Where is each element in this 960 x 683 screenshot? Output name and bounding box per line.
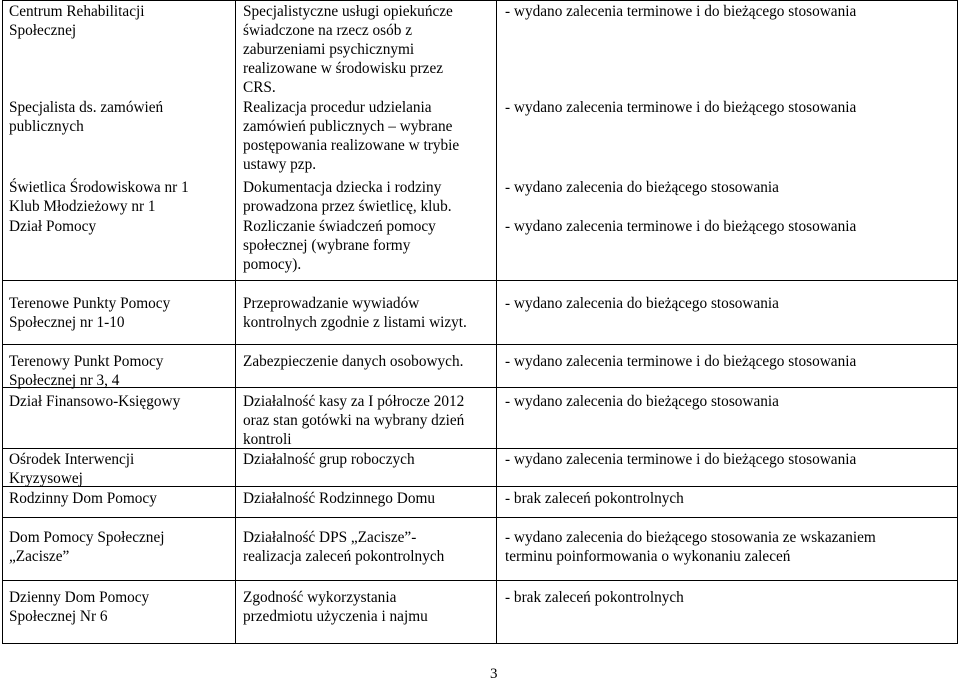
result-cell: - wydano zalecenia terminowe i do bieżącego stosowania	[505, 3, 857, 20]
unit-cell: Specjalista ds. zamówień publicznych	[9, 99, 164, 135]
row-divider	[2, 643, 958, 644]
row-divider	[2, 280, 958, 281]
unit-cell: Dom Pomocy Społecznej „Zacisze”	[9, 529, 165, 565]
scope-cell: Działalność Rodzinnego Domu	[243, 490, 436, 507]
scope-cell: Działalność grup roboczych	[243, 451, 415, 468]
result-cell: - wydano zalecenia do bieżącego stosowania	[505, 295, 779, 312]
unit-cell: Dział Pomocy	[9, 218, 97, 235]
unit-cell: Rodzinny Dom Pomocy	[9, 490, 157, 507]
scope-cell: Dokumentacja dziecka i rodziny prowadzona przez świetlicę, klub.	[243, 179, 452, 215]
column-divider-2	[496, 0, 497, 644]
unit-cell: Świetlica Środowiskowa nr 1 Klub Młodzieżowy nr 1	[9, 179, 189, 215]
scope-cell: Realizacja procedur udzielania zamówień publicznych – wybrane postępowania realizowane w trybie ustawy pzp.	[243, 99, 460, 173]
unit-cell: Ośrodek Interwencji Kryzysowej	[9, 451, 135, 487]
row-divider	[2, 580, 958, 581]
result-cell: - wydano zalecenia do bieżącego stosowania	[505, 393, 779, 410]
scope-cell: Rozliczanie świadczeń pomocy społecznej (wybrane formy pomocy).	[243, 218, 436, 273]
column-divider-1	[235, 0, 236, 644]
table-border-right	[957, 0, 958, 644]
scope-cell: Zgodność wykorzystania przedmiotu użyczenia i najmu	[243, 589, 428, 625]
unit-cell: Terenowy Punkt Pomocy Społecznej nr 3, 4	[9, 353, 164, 389]
row-divider	[2, 517, 958, 518]
result-cell: - brak zaleceń pokontrolnych	[505, 589, 684, 606]
scope-cell: Działalność DPS „Zacisze”- realizacja zaleceń pokontrolnych	[243, 529, 445, 565]
scope-cell: Działalność kasy za I półrocze 2012 oraz stan gotówki na wybrany dzień kontroli	[243, 393, 465, 448]
table-border-left	[2, 0, 3, 644]
row-divider	[2, 0, 958, 1]
result-cell: - wydano zalecenia terminowe i do bieżącego stosowania	[505, 451, 857, 468]
result-cell: - wydano zalecenia terminowe i do bieżącego stosowania	[505, 353, 857, 370]
unit-cell: Dzienny Dom Pomocy Społecznej Nr 6	[9, 589, 150, 625]
result-cell: - wydano zalecenia do bieżącego stosowania ze wskazaniem terminu poinformowania o wykonaniu zaleceń	[505, 529, 876, 565]
scope-cell: Przeprowadzanie wywiadów kontrolnych zgodnie z listami wizyt.	[243, 295, 467, 331]
result-cell: - wydano zalecenia terminowe i do bieżącego stosowania	[505, 99, 857, 116]
result-cell: - brak zaleceń pokontrolnych	[505, 490, 684, 507]
result-cell: - wydano zalecenia terminowe i do bieżącego stosowania	[505, 218, 857, 235]
unit-cell: Dział Finansowo-Księgowy	[9, 393, 181, 410]
result-cell: - wydano zalecenia do bieżącego stosowania	[505, 179, 779, 196]
row-divider	[2, 344, 958, 345]
page-number: 3	[490, 666, 498, 682]
unit-cell: Terenowe Punkty Pomocy Społecznej nr 1-10	[9, 295, 171, 331]
scope-cell: Specjalistyczne usługi opiekuńcze świadczone na rzecz osób z zaburzeniami psychicznymi realizowane w środowisku przez CRS.	[243, 3, 453, 96]
unit-cell: Centrum Rehabilitacji Społecznej	[9, 3, 145, 39]
scope-cell: Zabezpieczenie danych osobowych.	[243, 353, 464, 370]
